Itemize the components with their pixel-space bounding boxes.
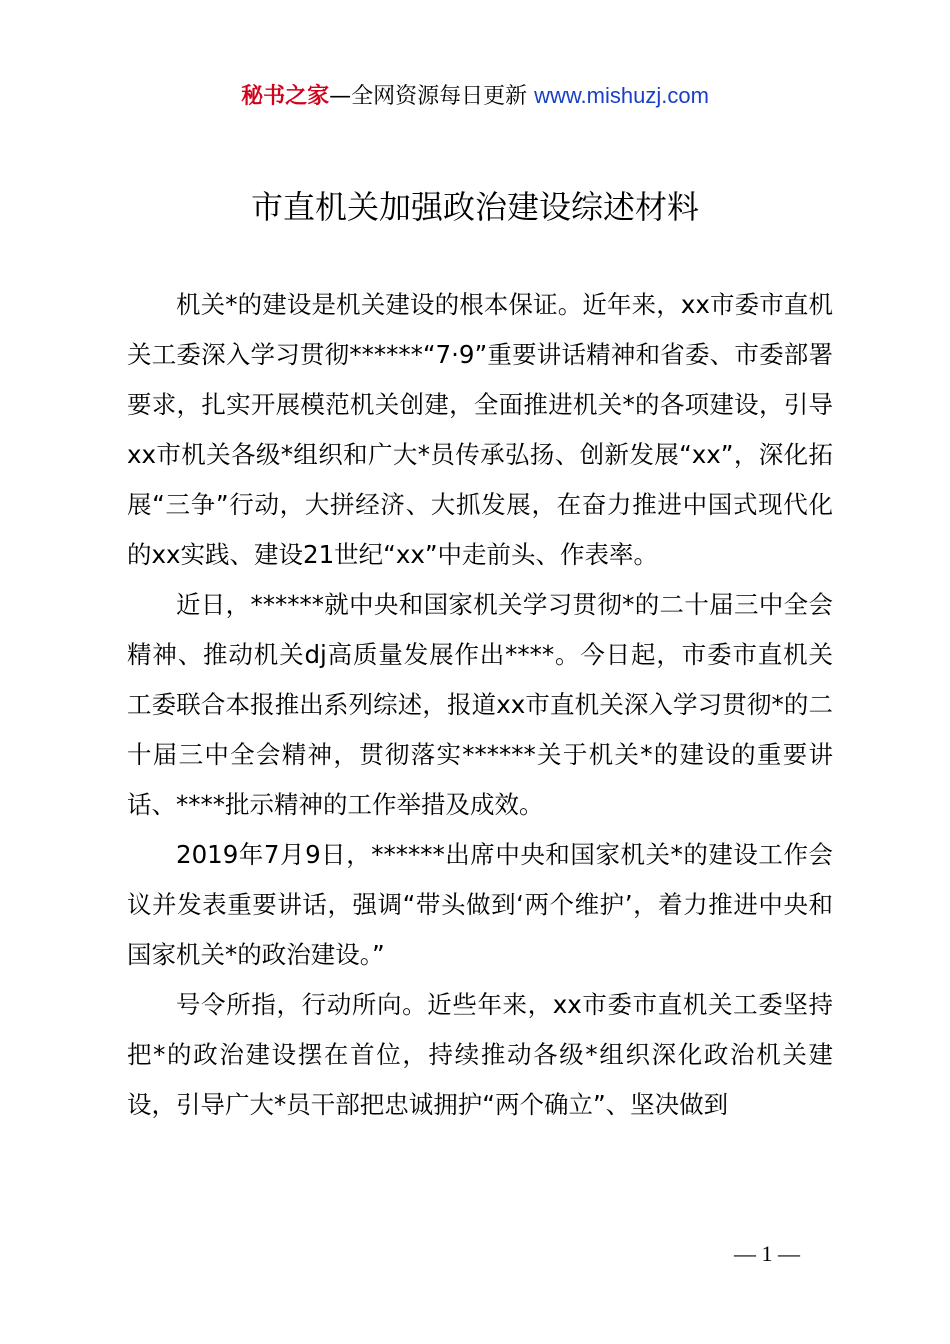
- paragraph-2: 近日，******就中央和国家机关学习贯彻*的二十届三中全会精神、推动机关dj高质量发展作出****。今日起，市委市直机关工委联合本报推出系列综述，报道xx市直机关深入学习贯彻*的二十届三中全会精神，贯彻落实******关于机关*的建设的重要讲话、****批示精神的工作举措及成效。: [127, 590, 833, 819]
- paragraph-1: 机关*的建设是机关建设的根本保证。近年来，xx市委市直机关工委深入学习贯彻******“7·9”重要讲话精神和省委、市委部署要求，扎实开展模范机关创建，全面推进机关*的各项建设，引导xx市机关各级*组织和广大*员传承弘扬、创新发展“xx”，深化拓展“三争”行动，大拼经济、大抓发展，在奋力推进中国式现代化的xx实践、建设21世纪“xx”中走前头、作表率。: [127, 290, 833, 569]
- site-name: 秘书之家: [241, 84, 330, 109]
- paragraph-3: 2019年7月9日，******出席中央和国家机关*的建设工作会议并发表重要讲话，强调“带头做到‘两个维护’，着力推进中央和国家机关*的政治建设。”: [127, 840, 833, 969]
- site-url-link[interactable]: www.mishuzj.com: [534, 83, 709, 108]
- site-header: [0, 80, 950, 113]
- document-title: 市直机关加强政治建设综述材料: [250, 188, 699, 226]
- paragraph-4: 号令所指，行动所向。近些年来，xx市委市直机关工委坚持把*的政治建设摆在首位，持续推动各级*组织深化政治机关建设，引导广大*员干部把忠诚拥护“两个确立”、坚决做到: [127, 990, 833, 1119]
- site-tagline: —全网资源每日更新: [329, 84, 535, 109]
- document-body: [127, 280, 833, 1130]
- page-number: — 1 —: [734, 1241, 800, 1266]
